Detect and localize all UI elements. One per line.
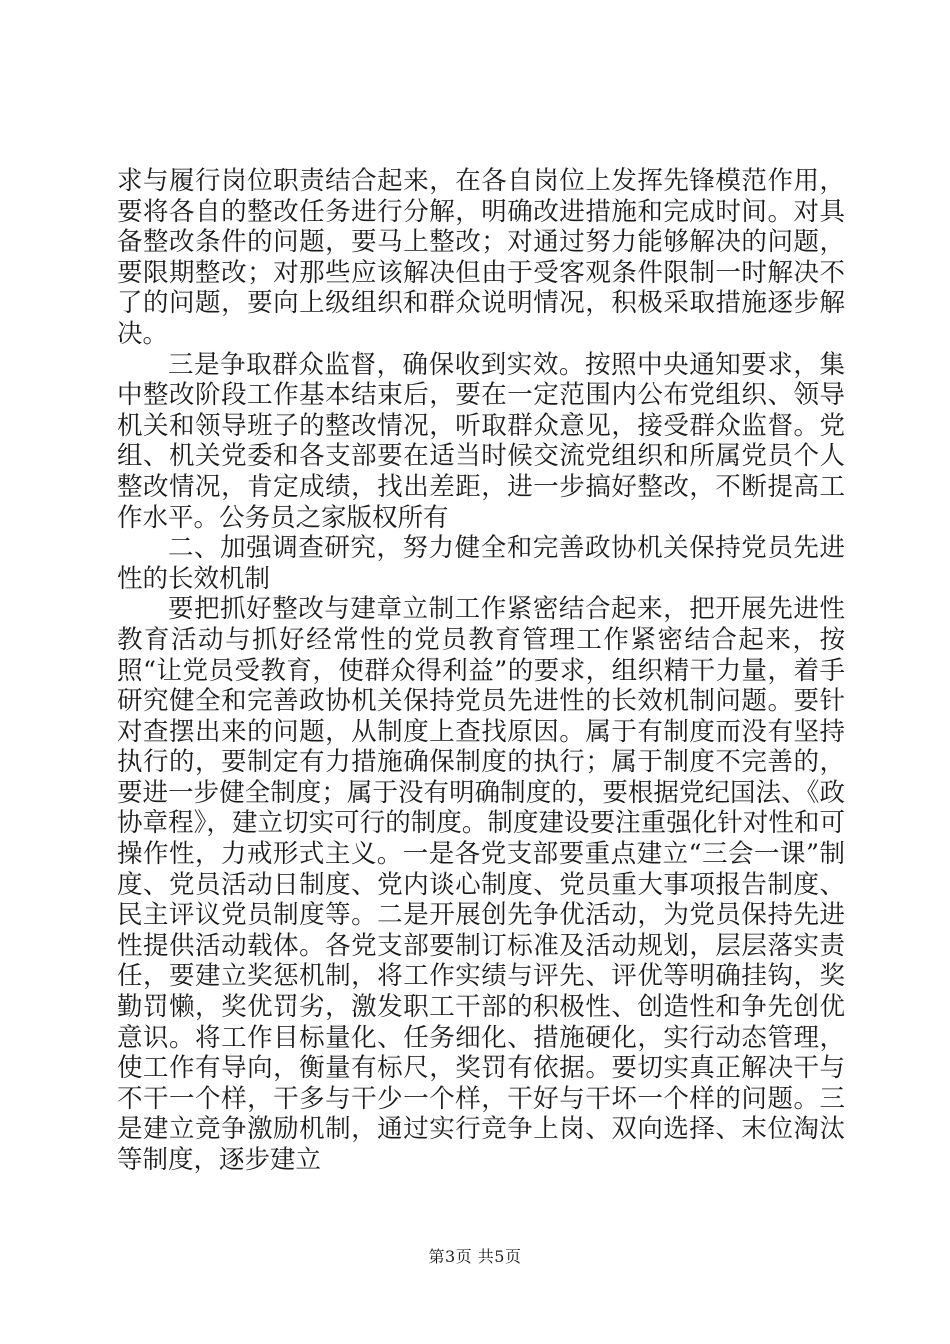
paragraph-supervision: 三是争取群众监督，确保收到实效。按照中央通知要求，集中整改阶段工作基本结束后，要在一定范围内公布党组织、领导机关和领导班子的整改情况，听取群众意见，接受群众监督。党组、机关党委和各支部要在适当时候交流党组织和所属党员个人整改情况，肯定成绩，找出差距，进一步搞好整改，不断提高工作水平。公务员之家版权所有 bbox=[117, 349, 845, 533]
section-heading: 二、加强调查研究，努力健全和完善政协机关保持党员先进性的长效机制 bbox=[117, 533, 845, 594]
document-body bbox=[117, 166, 845, 1176]
page-number: 第3页 共5页 bbox=[428, 1247, 522, 1266]
paragraph-mechanism: 要把抓好整改与建章立制工作紧密结合起来，把开展先进性教育活动与抓好经常性的党员教育管理工作紧密结合起来，按照“让党员受教育，使群众得利益”的要求，组织精干力量，着手研究健全和完善政协机关保持党员先进性的长效机制问题。要针对查摆出来的问题，从制度上查找原因。属于有制度而没有坚持执行的，要制定有力措施确保制度的执行；属于制度不完善的，要进一步健全制度；属于没有明确制度的，要根据党纪国法、《政协章程》，建立切实可行的制度。制度建设要注重强化针对性和可操作性，力戒形式主义。一是各党支部要重点建立“三会一课”制度、党员活动日制度、党内谈心制度、党员重大事项报告制度、民主评议党员制度等。二是开展创先争优活动，为党员保持先进性提供活动载体。各党支部要制订标准及活动规划，层层落实责任，要建立奖惩机制，将工作实绩与评先、评优等明确挂钩，奖勤罚懒，奖优罚劣，激发职工干部的积极性、创造性和争先创优意识。将工作目标量化、任务细化、措施硬化，实行动态管理，使工作有导向，衡量有标尺，奖罚有依据。要切实真正解决干与不干一个样，干多与干少一个样，干好与干坏一个样的问题。三是建立竞争激励机制，通过实行竞争上岗、双向选择、末位淘汰等制度，逐步建立 bbox=[117, 594, 845, 1175]
paragraph-continuation: 求与履行岗位职责结合起来，在各自岗位上发挥先锋模范作用，要将各自的整改任务进行分解，明确改进措施和完成时间。对具备整改条件的问题，要马上整改；对通过努力能够解决的问题，要限期整改；对那些应该解决但由于受客观条件限制一时解决不了的问题，要向上级组织和群众说明情况，积极采取措施逐步解决。 bbox=[117, 166, 845, 349]
